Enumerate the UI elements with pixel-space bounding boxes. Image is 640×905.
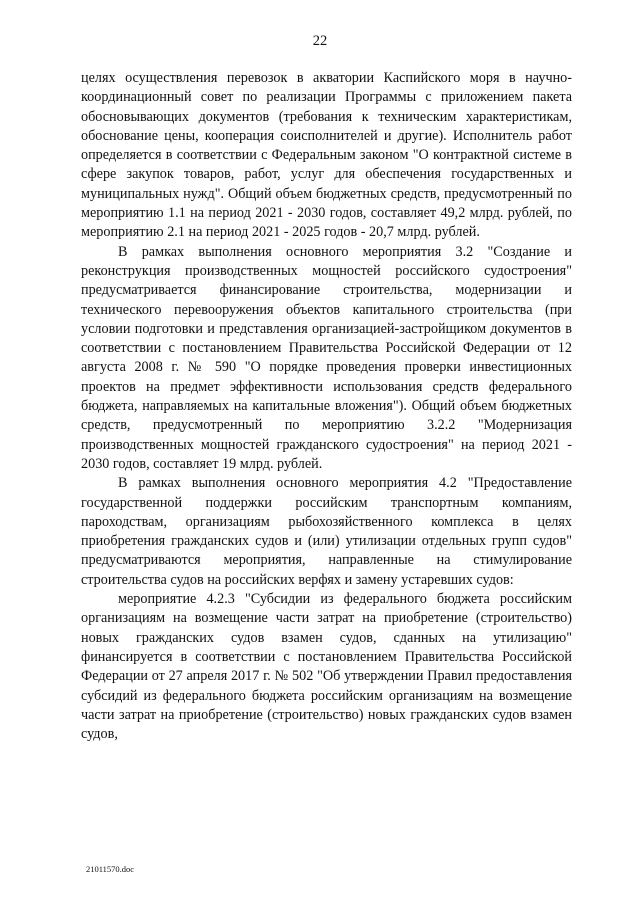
- document-body: [81, 69, 572, 744]
- footer-file-code: 21011570.doc: [86, 864, 135, 874]
- paragraph-continuation: целях осуществления перевозок в акватории Каспийского моря в научно-координационный совет по реализации Программы с приложением пакета обосновывающих документов (требования к техническим характеристикам, обоснование цены, кооперация соисполнителей и другие). Исполнитель работ определяется в соответствии с Федеральным законом "О контрактной системе в сфере закупок товаров, работ, услуг для обеспечения государственных и муниципальных нужд". Общий объем бюджетных средств, предусмотренный по мероприятию 1.1 на период 2021 - 2030 годов, составляет 49,2 млрд. рублей, по мероприятию 2.1 на период 2021 - 2025 годов - 20,7 млрд. рублей.: [81, 70, 572, 241]
- paragraph-measure-4-2: В рамках выполнения основного мероприятия 4.2 "Предоставление государственной поддержки российским транспортным компаниям, пароходствам, организациям рыбохозяйственного комплекса в целях приобретения гражданских судов и (или) утилизации отдельных групп судов" предусматриваются мероприятия, направленные на стимулирование строительства судов на российских верфях и замену устаревших судов:: [81, 475, 572, 588]
- page-number: 22: [312, 33, 328, 49]
- paragraph-measure-4-2-3: мероприятие 4.2.3 "Субсидии из федерального бюджета российским организациям на возмещение части затрат на приобретение (строительство) новых гражданских судов взамен судов, сданных на утилизацию" финансируется в соответствии с постановлением Правительства Российской Федерации от 27 апреля 2017 г. № 502 "Об утверждении Правил предоставления субсидий из федерального бюджета российским организациям на возмещение части затрат на приобретение (строительство) новых гражданских судов взамен судов,: [81, 591, 572, 743]
- paragraph-measure-3-2: В рамках выполнения основного мероприятия 3.2 "Создание и реконструкция производственных мощностей российского судостроения" предусматривается финансирование строительства, модернизации и технического перевооружения объектов капитального строительства (при условии подготовки и представления организацией-застройщиком документов в соответствии с постановлением Правительства Российской Федерации от 12 августа 2008 г. № 590 "О порядке проведения проверки инвестиционных проектов на предмет эффективности использования средств федерального бюджета, направляемых на капитальные вложения"). Общий объем бюджетных средств, предусмотренный по мероприятию 3.2.2 "Модернизация производственных мощностей гражданского судостроения" на период 2021 - 2030 годов, составляет 19 млрд. рублей.: [81, 243, 572, 472]
